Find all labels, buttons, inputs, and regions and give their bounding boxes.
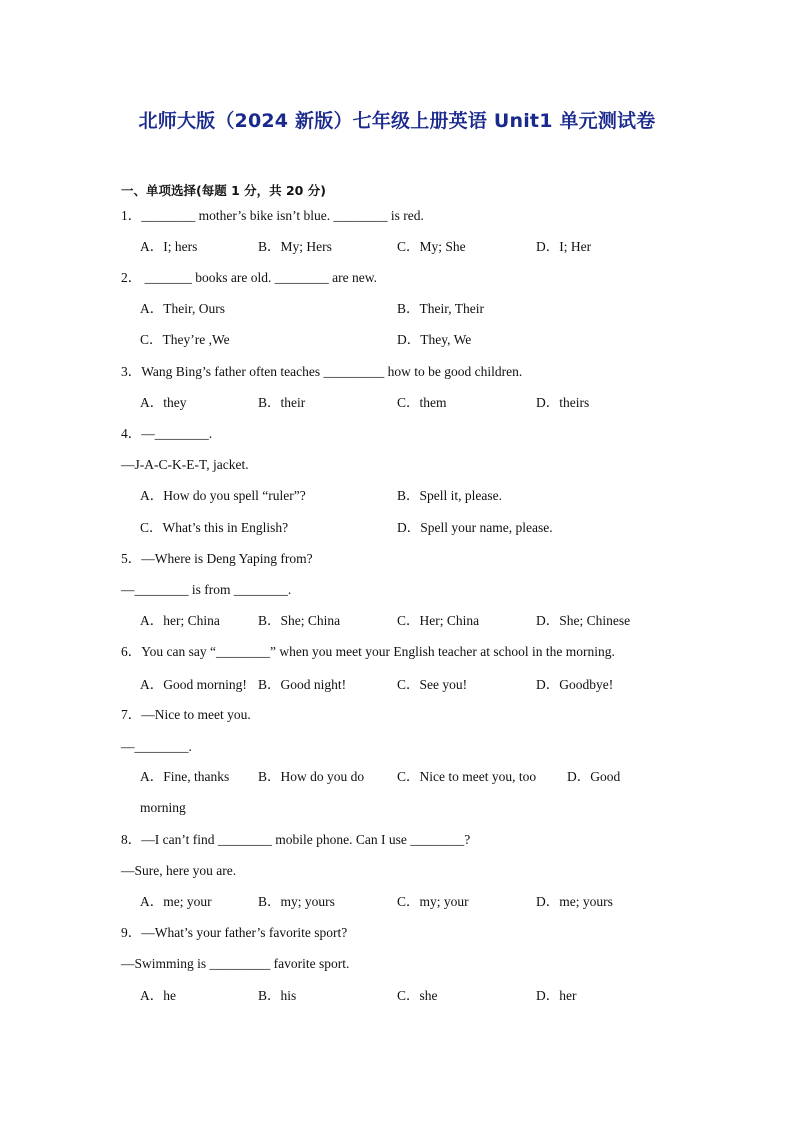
question-1-option-c: C．My; She	[397, 239, 466, 254]
question-3-option-a: A．they	[140, 395, 187, 410]
question-8-stem-reply: —Sure, here you are.	[121, 863, 237, 878]
question-6-option-b: B．Good night!	[258, 677, 347, 692]
question-6-option-a: A．Good morning!	[140, 677, 247, 692]
question-9-stem-reply: —Swimming is _________ favorite sport.	[121, 956, 350, 971]
question-8-option-a: A．me; your	[140, 894, 212, 909]
question-5-stem: 5．—Where is Deng Yaping from?	[121, 551, 313, 566]
question-4-option-c: C．What’s this in English?	[140, 520, 289, 535]
question-7-stem: 7．—Nice to meet you.	[121, 707, 251, 722]
question-4-option-b: B．Spell it, please.	[397, 488, 502, 503]
question-1-stem: 1．________ mother’s bike isn’t blue. ________ is red.	[121, 208, 424, 223]
question-4-option-d: D．Spell your name, please.	[397, 520, 553, 535]
question-7-option-c: C．Nice to meet you, too	[397, 769, 537, 784]
question-3-stem: 3．Wang Bing’s father often teaches _________ how to be good children.	[121, 364, 523, 379]
question-9-option-b: B．his	[258, 988, 297, 1003]
question-8-option-d: D．me; yours	[536, 894, 613, 909]
question-7-option-d: D．Good	[567, 769, 621, 784]
question-9-stem: 9．—What’s your father’s favorite sport?	[121, 925, 348, 940]
question-5-stem-reply: —________ is from ________.	[121, 582, 292, 597]
question-3-option-b: B．their	[258, 395, 306, 410]
question-2-option-a: A．Their, Ours	[140, 301, 225, 316]
question-5-option-d: D．She; Chinese	[536, 613, 631, 628]
question-7-option-a: A．Fine, thanks	[140, 769, 230, 784]
question-9-option-a: A．he	[140, 988, 176, 1003]
question-4-option-a: A．How do you spell “ruler”?	[140, 488, 306, 503]
question-8-option-b: B．my; yours	[258, 894, 335, 909]
question-1-option-d: D．I; Her	[536, 239, 592, 254]
question-6-option-c: C．See you!	[397, 677, 468, 692]
section-heading: 一、单项选择(每题 1 分，共 20 分)	[121, 183, 326, 198]
question-7-option-d-continued: morning	[140, 800, 186, 815]
question-1-option-a: A．I; hers	[140, 239, 198, 254]
question-6-option-d: D．Goodbye!	[536, 677, 614, 692]
question-2-option-b: B．Their, Their	[397, 301, 484, 316]
question-3-option-d: D．theirs	[536, 395, 590, 410]
question-7-option-b: B．How do you do	[258, 769, 365, 784]
question-8-option-c: C．my; your	[397, 894, 469, 909]
question-9-option-c: C．she	[397, 988, 438, 1003]
question-2-option-d: D．They, We	[397, 332, 472, 347]
question-5-option-a: A．her; China	[140, 613, 220, 628]
question-2-option-c: C．They’re ,We	[140, 332, 230, 347]
question-5-option-b: B．She; China	[258, 613, 341, 628]
question-5-option-c: C．Her; China	[397, 613, 480, 628]
question-6-stem: 6．You can say “________” when you meet your English teacher at school in the morning.	[121, 644, 615, 659]
question-3-option-c: C．them	[397, 395, 447, 410]
question-4-stem-reply: —J-A-C-K-E-T, jacket.	[121, 457, 249, 472]
question-8-stem: 8．—I can’t find ________ mobile phone. Can I use ________?	[121, 832, 471, 847]
page-title: 北师大版（2024 新版）七年级上册英语 Unit1 单元测试卷	[138, 110, 656, 132]
question-9-option-d: D．her	[536, 988, 577, 1003]
question-1-option-b: B．My; Hers	[258, 239, 332, 254]
question-4-stem: 4．—________.	[121, 426, 213, 441]
question-7-stem-reply: —________.	[121, 739, 192, 754]
question-2-stem: 2． _______ books are old. ________ are new.	[121, 270, 377, 285]
